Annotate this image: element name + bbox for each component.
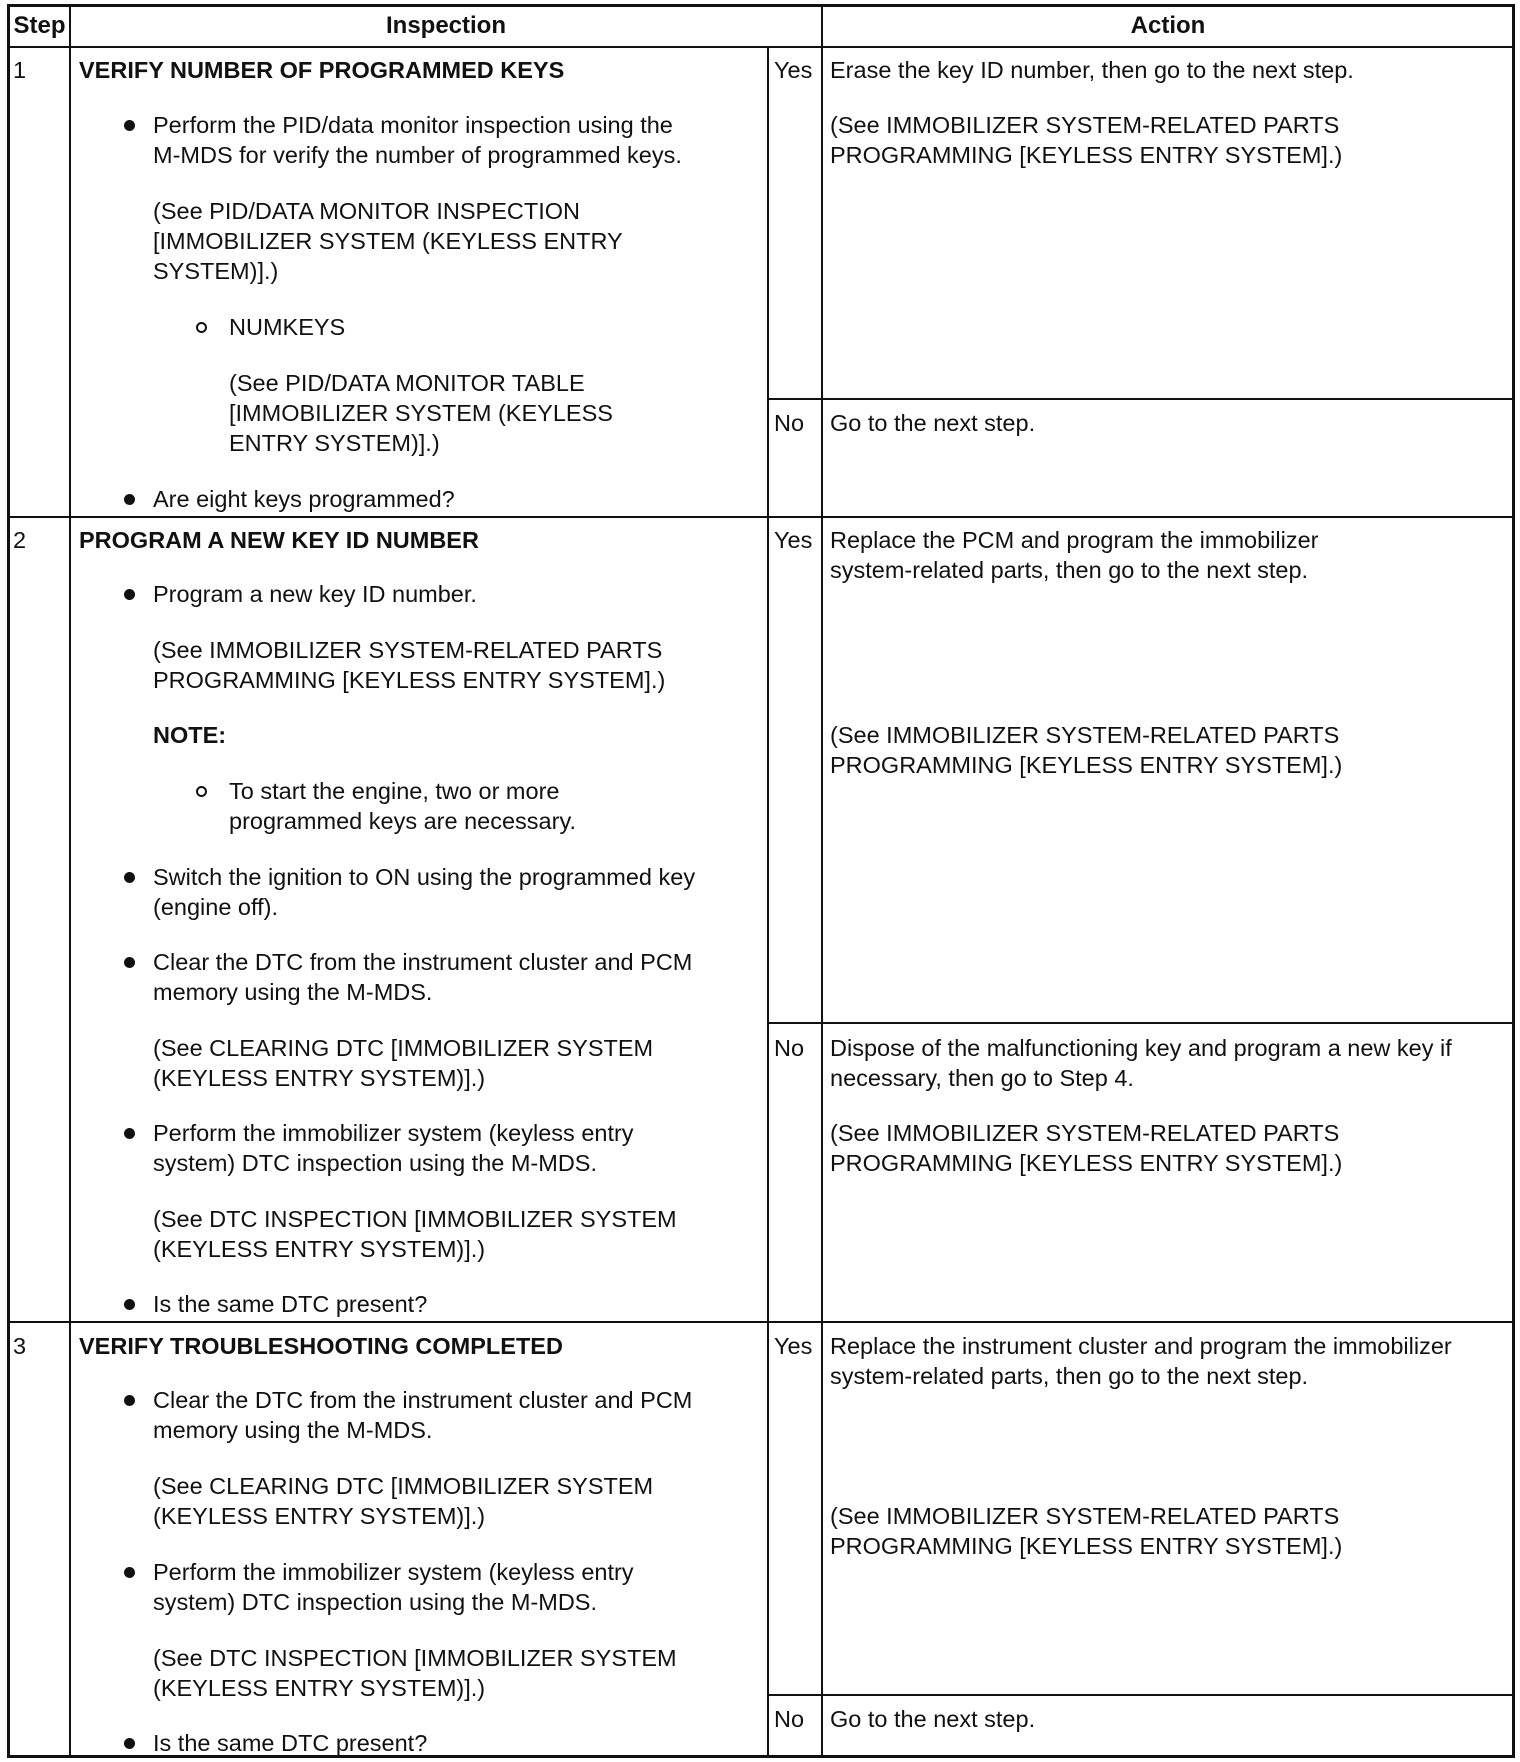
reference-text: (See PID/DATA MONITOR INSPECTION: [153, 198, 580, 224]
reference-text: (See CLEARING DTC [IMMOBILIZER SYSTEM: [153, 1035, 654, 1061]
action-text: necessary, then go to Step 4.: [830, 1065, 1134, 1091]
rule-col-yn: [767, 46, 769, 1758]
rule-step1-yesno: [767, 398, 1515, 400]
reference-text: [IMMOBILIZER SYSTEM (KEYLESS: [229, 400, 613, 426]
inspection-text: NUMKEYS: [229, 314, 346, 340]
rule-header: [7, 46, 1515, 48]
rule-step1: [7, 516, 1515, 518]
rule-col-action: [821, 4, 823, 1758]
note-label: NOTE:: [153, 722, 227, 748]
action-reference: PROGRAMMING [KEYLESS ENTRY SYSTEM].): [830, 1533, 1343, 1559]
reference-text: (KEYLESS ENTRY SYSTEM)].): [153, 1236, 486, 1262]
inspection-text: system) DTC inspection using the M-MDS.: [153, 1150, 598, 1176]
bullet-icon: [124, 957, 135, 968]
action-reference: PROGRAMMING [KEYLESS ENTRY SYSTEM].): [830, 752, 1343, 778]
step-number: 2: [13, 527, 27, 553]
action-text: Go to the next step.: [830, 1706, 1036, 1732]
no-label: No: [774, 410, 805, 436]
action-reference: PROGRAMMING [KEYLESS ENTRY SYSTEM].): [830, 142, 1343, 168]
no-label: No: [774, 1035, 805, 1061]
reference-text: (See PID/DATA MONITOR TABLE: [229, 370, 585, 396]
inspection-text: M-MDS for verify the number of programmed keys.: [153, 142, 682, 168]
step-title: VERIFY NUMBER OF PROGRAMMED KEYS: [79, 57, 565, 83]
bullet-icon: [124, 872, 135, 883]
inspection-text: Perform the immobilizer system (keyless entry: [153, 1559, 634, 1585]
inspection-text: Clear the DTC from the instrument cluster and PCM: [153, 949, 693, 975]
action-text: Replace the instrument cluster and program the immobilizer: [830, 1333, 1452, 1359]
bullet-icon: [124, 1738, 135, 1749]
bullet-icon: [124, 1299, 135, 1310]
rule-step2: [7, 1321, 1515, 1323]
reference-text: (KEYLESS ENTRY SYSTEM)].): [153, 1065, 486, 1091]
inspection-text: Perform the PID/data monitor inspection using the: [153, 112, 673, 138]
rule-col-step: [69, 4, 71, 1758]
reference-text: (KEYLESS ENTRY SYSTEM)].): [153, 1675, 486, 1701]
inspection-question: Is the same DTC present?: [153, 1291, 428, 1317]
note-text: To start the engine, two or more: [229, 778, 560, 804]
bullet-icon: [124, 1395, 135, 1406]
step-number: 3: [13, 1333, 27, 1359]
action-reference: PROGRAMMING [KEYLESS ENTRY SYSTEM].): [830, 1150, 1343, 1176]
inspection-text: Perform the immobilizer system (keyless entry: [153, 1120, 634, 1146]
bullet-icon: [124, 494, 135, 505]
yes-label: Yes: [774, 57, 813, 83]
action-text: system-related parts, then go to the next step.: [830, 557, 1309, 583]
inspection-question: Is the same DTC present?: [153, 1730, 428, 1756]
inspection-text: Program a new key ID number.: [153, 581, 477, 607]
yes-label: Yes: [774, 1333, 813, 1359]
note-text: programmed keys are necessary.: [229, 808, 576, 834]
reference-text: ENTRY SYSTEM)].): [229, 430, 440, 456]
action-text: Dispose of the malfunctioning key and program a new key if: [830, 1035, 1452, 1061]
no-label: No: [774, 1706, 805, 1732]
reference-text: (See CLEARING DTC [IMMOBILIZER SYSTEM: [153, 1473, 654, 1499]
action-reference: (See IMMOBILIZER SYSTEM-RELATED PARTS: [830, 1503, 1340, 1529]
bullet-icon: [124, 120, 135, 131]
rule-step2-yesno: [767, 1022, 1515, 1024]
step-number: 1: [13, 57, 27, 83]
step-title: VERIFY TROUBLESHOOTING COMPLETED: [79, 1333, 563, 1359]
inspection-text: (engine off).: [153, 894, 278, 920]
rule-step3-yesno: [767, 1694, 1515, 1696]
reference-text: (See DTC INSPECTION [IMMOBILIZER SYSTEM: [153, 1645, 677, 1671]
sub-bullet-icon: [196, 786, 207, 797]
reference-text: PROGRAMMING [KEYLESS ENTRY SYSTEM].): [153, 667, 666, 693]
inspection-text: memory using the M-MDS.: [153, 1417, 433, 1443]
reference-text: (KEYLESS ENTRY SYSTEM)].): [153, 1503, 486, 1529]
header-inspection: Inspection: [385, 12, 506, 39]
action-text: system-related parts, then go to the next step.: [830, 1363, 1309, 1389]
action-text: Replace the PCM and program the immobilizer: [830, 527, 1319, 553]
yes-label: Yes: [774, 527, 813, 553]
step-title: PROGRAM A NEW KEY ID NUMBER: [79, 527, 479, 553]
bullet-icon: [124, 589, 135, 600]
action-text: Erase the key ID number, then go to the next step.: [830, 57, 1354, 83]
inspection-text: system) DTC inspection using the M-MDS.: [153, 1589, 598, 1615]
action-text: Go to the next step.: [830, 410, 1036, 436]
inspection-text: Clear the DTC from the instrument cluster and PCM: [153, 1387, 693, 1413]
reference-text: SYSTEM)].): [153, 258, 279, 284]
action-reference: (See IMMOBILIZER SYSTEM-RELATED PARTS: [830, 112, 1340, 138]
header-step: Step: [13, 12, 66, 39]
reference-text: [IMMOBILIZER SYSTEM (KEYLESS ENTRY: [153, 228, 623, 254]
reference-text: (See IMMOBILIZER SYSTEM-RELATED PARTS: [153, 637, 663, 663]
bullet-icon: [124, 1567, 135, 1578]
reference-text: (See DTC INSPECTION [IMMOBILIZER SYSTEM: [153, 1206, 677, 1232]
bullet-icon: [124, 1128, 135, 1139]
sub-bullet-icon: [196, 322, 207, 333]
inspection-text: memory using the M-MDS.: [153, 979, 433, 1005]
inspection-text: Switch the ignition to ON using the programmed key: [153, 864, 696, 890]
action-reference: (See IMMOBILIZER SYSTEM-RELATED PARTS: [830, 722, 1340, 748]
header-action: Action: [1130, 12, 1206, 39]
action-reference: (See IMMOBILIZER SYSTEM-RELATED PARTS: [830, 1120, 1340, 1146]
inspection-question: Are eight keys programmed?: [153, 486, 455, 512]
